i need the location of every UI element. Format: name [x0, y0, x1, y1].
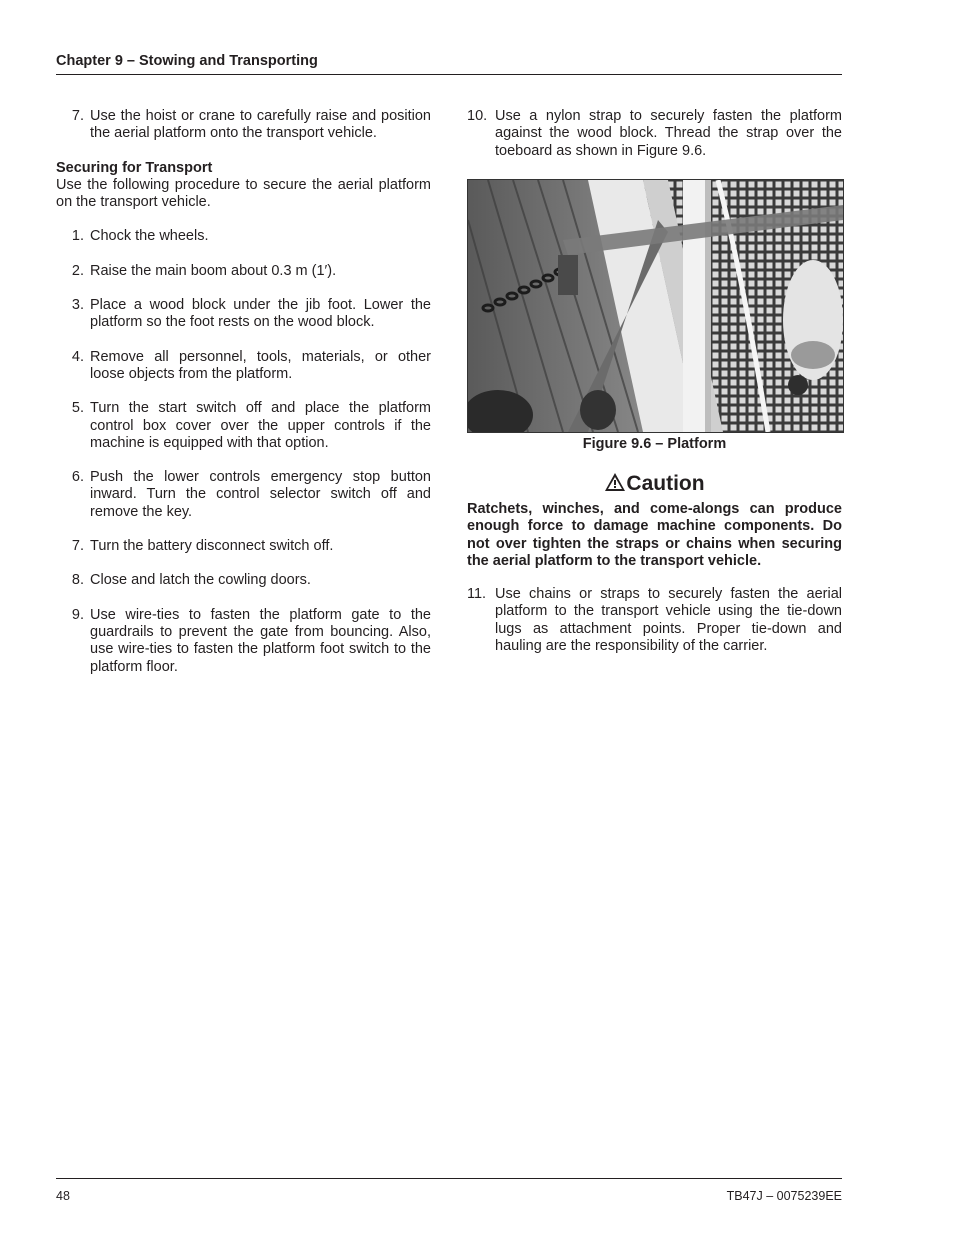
- step-text: Turn the battery disconnect switch off.: [90, 538, 334, 555]
- page-header: [56, 52, 842, 75]
- step-number: 4.: [71, 348, 84, 365]
- step-number: 6.: [71, 469, 84, 486]
- list-item: [56, 572, 431, 589]
- left-column: [56, 108, 431, 693]
- page-footer: [56, 1178, 842, 1203]
- section-intro: Use the following procedure to secure the aerial platform on the transport vehicle.: [56, 176, 431, 211]
- step-text: Use wire-ties to fasten the platform gate to the guardrails to prevent the gate from bouncing. Also, use wire-ties to fasten the platform foot switch to the platform floor.: [90, 606, 431, 675]
- step-number: 8.: [71, 572, 84, 589]
- list-item: [467, 108, 842, 160]
- step-text: Raise the main boom about 0.3 m (1′).: [90, 262, 337, 279]
- step-text: Push the lower controls emergency stop button inward. Turn the control selector switch off and remove the key.: [90, 469, 431, 520]
- list-item: [56, 108, 431, 143]
- platform-photo-illustration: [468, 180, 843, 432]
- step-number: 1.: [71, 228, 84, 245]
- step-text: Use chains or straps to securely fasten the aerial platform to the transport vehicle using the tie-down lugs as attachment points. Proper tie-down and hauling are the responsibility of the carrier.: [495, 586, 842, 654]
- list-item: [56, 469, 431, 521]
- list-item: [467, 586, 842, 655]
- step-number: 11.: [467, 586, 487, 602]
- platform-photo: [467, 179, 844, 433]
- caution-text: Ratchets, winches, and come-alongs can produce enough force to damage machine components. Do not over tighten the straps or chains when securing the aerial platform to the transport vehicle.: [467, 501, 842, 569]
- list-item: [56, 400, 431, 452]
- step-number: 5.: [71, 400, 84, 417]
- step-number: 3.: [71, 297, 84, 314]
- step-text: Remove all personnel, tools, materials, or other loose objects from the platform.: [90, 348, 431, 382]
- step-text: Turn the start switch off and place the platform control box cover over the upper controls if the machine is equipped with that option.: [90, 400, 431, 451]
- list-item: [56, 263, 431, 280]
- caution-heading: [467, 472, 842, 496]
- page-number: 48: [56, 1189, 70, 1203]
- step-text: Place a wood block under the jib foot. Lower the platform so the foot rests on the wood block.: [90, 297, 431, 331]
- step-text: Chock the wheels.: [90, 228, 209, 245]
- right-column: [467, 108, 842, 177]
- chapter-title: Chapter 9 – Stowing and Transporting: [56, 53, 318, 69]
- list-item: [56, 538, 431, 555]
- step-number: 7.: [71, 108, 84, 124]
- figure-caption: Figure 9.6 – Platform: [582, 436, 727, 452]
- list-item: [56, 297, 431, 332]
- step-number: 7.: [71, 538, 84, 555]
- step-number: 10.: [467, 108, 488, 124]
- caution-title: Caution: [626, 472, 705, 495]
- step-text: Close and latch the cowling doors.: [90, 572, 311, 589]
- step-number: 2.: [71, 262, 84, 279]
- step-number: 9.: [71, 606, 84, 623]
- list-item: [56, 228, 431, 245]
- list-item: [56, 607, 431, 676]
- step-text: Use the hoist or crane to carefully raise and position the aerial platform onto the transport vehicle.: [90, 108, 431, 142]
- step-text: Use a nylon strap to securely fasten the platform against the wood block. Thread the strap over the toeboard as shown in Figure 9.6.: [495, 108, 842, 159]
- list-item: [56, 349, 431, 384]
- document-id: TB47J – 0075239EE: [726, 1189, 842, 1203]
- warning-triangle-icon: [604, 472, 626, 492]
- section-heading: Securing for Transport: [56, 159, 213, 176]
